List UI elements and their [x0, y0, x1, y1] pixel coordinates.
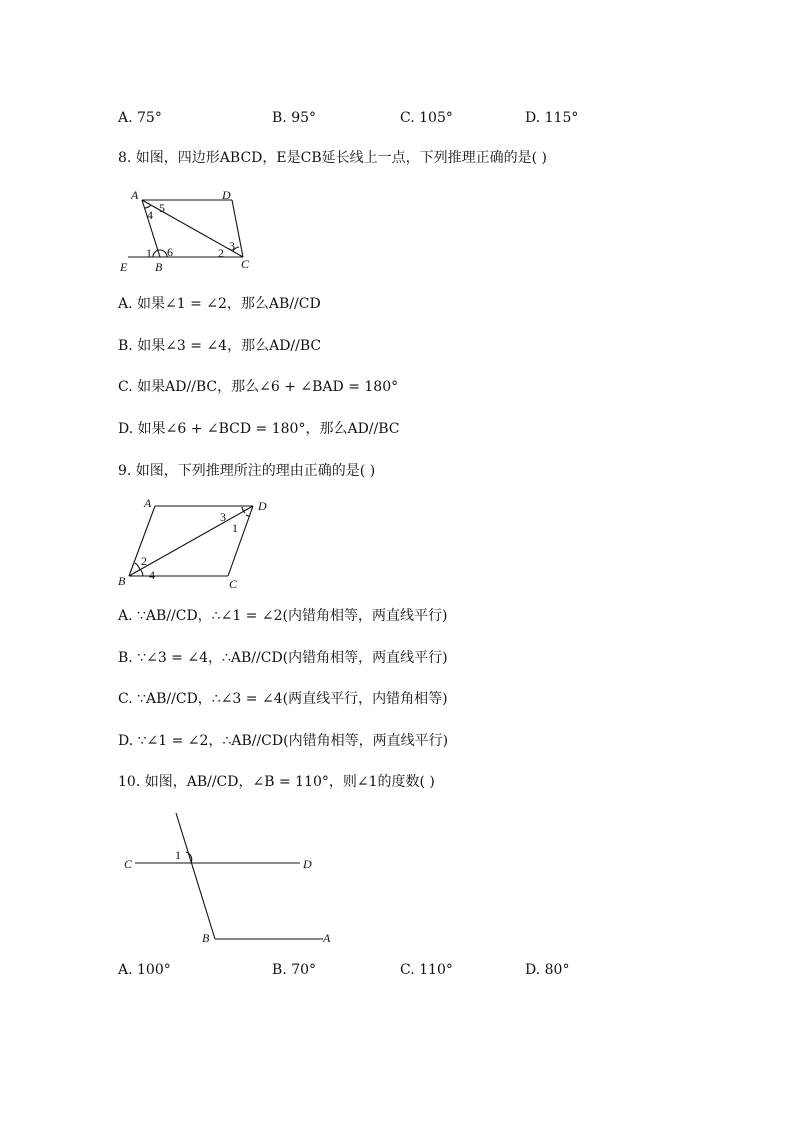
angle-arc-d2 — [246, 515, 249, 516]
segment-bd — [129, 506, 253, 576]
label-c: C — [241, 257, 250, 271]
q9-figure — [115, 493, 275, 593]
q7-option-c: C. 105° — [400, 110, 453, 126]
label-a: A — [323, 931, 331, 945]
q9-stem: 9. 如图，下列推理所注的理由正确的是( ) — [118, 463, 376, 479]
angle-2-label: 2 — [141, 554, 147, 568]
label-e: E — [120, 260, 128, 274]
q7-option-b: B. 95° — [272, 110, 317, 126]
q9-option-d: D. ∵∠1 = ∠2，∴AB//CD(内错角相等，两直线平行) — [118, 733, 449, 749]
label-d: D — [303, 857, 312, 871]
q8-option-b: B. 如果∠3 = ∠4，那么AD//BC — [118, 338, 322, 354]
angle-3-label: 3 — [220, 510, 226, 524]
q8-option-a: A. 如果∠1 = ∠2，那么AB//CD — [118, 296, 321, 312]
q10-stem: 10. 如图，AB//CD，∠B = 110°，则∠1的度数( ) — [118, 774, 435, 790]
angle-6-label: 6 — [167, 245, 173, 259]
label-a: A — [144, 496, 152, 510]
angle-4-label: 4 — [149, 568, 155, 582]
label-b: B — [155, 260, 163, 274]
q8-option-c: C. 如果AD//BC，那么∠6 + ∠BAD = 180° — [118, 379, 399, 395]
label-d: D — [222, 188, 231, 202]
q10-option-c: C. 110° — [400, 962, 453, 978]
label-a: A — [131, 188, 139, 202]
q10-option-a: A. 100° — [118, 962, 171, 978]
q8-option-d: D. 如果∠6 + ∠BCD = 180°，那么AD//BC — [118, 421, 400, 437]
angle-arc-b1 — [135, 563, 140, 570]
angle-1-label: 1 — [146, 246, 152, 260]
q9-option-a: A. ∵AB//CD，∴∠1 = ∠2(内错角相等，两直线平行) — [118, 608, 448, 624]
label-b: B — [202, 931, 210, 945]
label-c: C — [124, 857, 133, 871]
label-b: B — [118, 574, 126, 588]
q7-option-d: D. 115° — [525, 110, 579, 126]
angle-3-label: 3 — [229, 239, 235, 253]
q10-option-d: D. 80° — [525, 962, 570, 978]
angle-4-label: 4 — [147, 208, 153, 222]
angle-arc-b2 — [141, 570, 143, 576]
segment-dc — [228, 506, 253, 576]
q10-option-b: B. 70° — [272, 962, 317, 978]
angle-1-label: 1 — [232, 521, 238, 535]
q9-option-b: B. ∵∠3 = ∠4，∴AB//CD(内错角相等，两直线平行) — [118, 650, 448, 666]
q9-option-c: C. ∵AB//CD，∴∠3 = ∠4(两直线平行，内错角相等) — [118, 691, 448, 707]
angle-2-label: 2 — [218, 246, 224, 260]
label-d: D — [258, 499, 267, 513]
q10-figure — [115, 805, 345, 955]
q8-figure — [115, 185, 265, 277]
angle-5-label: 5 — [159, 201, 165, 215]
label-c: C — [229, 577, 238, 591]
q7-option-a: A. 75° — [118, 110, 162, 126]
angle-1-label: 1 — [175, 848, 181, 862]
q8-stem: 8. 如图，四边形ABCD，E是CB延长线上一点，下列推理正确的是( ) — [118, 150, 547, 166]
transversal-line — [176, 813, 215, 939]
